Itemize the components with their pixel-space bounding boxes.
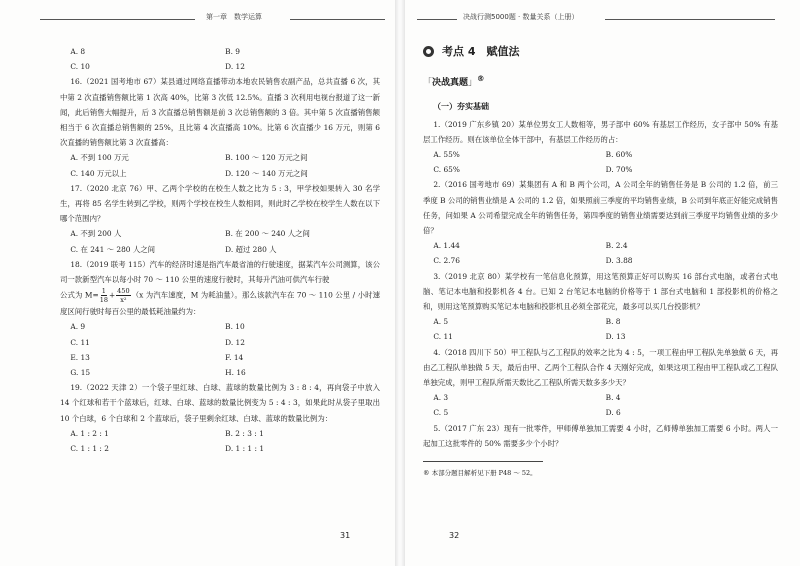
fraction-one	[100, 287, 108, 304]
option-choice: B. 8	[605, 317, 621, 327]
tag-mark: ®	[477, 74, 485, 84]
option-choice: D. 120 ～ 140 万元之间	[225, 168, 308, 178]
right-header-title: 决战行测5000题 · 数量关系（上册）	[463, 13, 579, 21]
option-choice: G. 15	[70, 368, 91, 378]
option-choice: B. 9	[225, 47, 241, 56]
formula-before: 公式为 M=	[60, 290, 99, 300]
option-choice: C. 5	[433, 408, 449, 418]
fraction-denominator: 18	[99, 296, 108, 305]
option-choice: A. 8	[70, 47, 86, 56]
option-choice: C. 在 241 ～ 280 人之间	[70, 244, 156, 254]
fraction-denominator: x²	[120, 296, 127, 305]
option-row	[60, 335, 380, 350]
section-heading	[423, 44, 778, 59]
question-text: 17.（2020 北京 76）甲、乙两个学校的在校生人数之比为 5 : 3，甲学校如果转入 30 名学生，再将 85 名学生转到乙学校，则两个学校在校生人数相同，则此时乙学校在校学生人数在以下哪个范围内？	[60, 183, 380, 224]
right-page-number: 32	[449, 531, 460, 540]
option-choice: B. 100 ～ 120 万元之间	[225, 153, 308, 163]
option-row	[60, 59, 380, 74]
right-page	[405, 0, 800, 566]
option-row	[423, 405, 778, 420]
fraction-two	[116, 287, 130, 304]
option-choice: C. 11	[70, 337, 90, 347]
option-row	[60, 166, 380, 181]
tag-text: 决战真题	[432, 78, 469, 89]
option-choice: B. 在 200 ～ 240 人之间	[225, 229, 310, 239]
question-text: 1.（2019 广东乡镇 20）某单位男女工人数相等，男子部中 60% 有基层工作经历，女子部中 50% 有基层工作经历。则在该单位全体干部中，有基层工作经历的占：	[423, 119, 778, 144]
formula-line	[60, 287, 380, 319]
option-row	[60, 426, 380, 441]
option-row	[423, 147, 778, 162]
question-text: 18.（2019 联考 115）汽车的经济时速是指汽车最省油的行驶速度，据某汽车公司测算，该公司一款新型汽车以每小时 70 ～ 110 公里的速度行驶时，其每升汽油可供汽车行驶	[60, 259, 380, 285]
section-title: 考点 4 赋值法	[442, 45, 520, 58]
right-items	[423, 117, 778, 451]
option-row	[423, 162, 778, 177]
option-choice: H. 16	[225, 368, 246, 378]
option-choice: C. 65%	[433, 165, 460, 175]
option-row	[60, 44, 380, 59]
option-choice: D. 12	[225, 337, 245, 347]
option-choice: A. 不到 100 万元	[70, 153, 129, 163]
option-choice: B. 2.4	[605, 241, 628, 251]
option-choice: A. 9	[70, 322, 86, 332]
question-text: 5.（2017 广东 23）现有一批零件，甲师傅单独加工需要 4 小时，乙师傅单独加工需要 6 小时。两人一起加工这批零件的 50% 需要多少个小时？	[423, 423, 778, 448]
left-page-number: 31	[340, 531, 351, 540]
left-content	[60, 44, 380, 456]
option-row	[60, 350, 380, 365]
option-choice: D. 70%	[605, 165, 633, 175]
left-page	[0, 0, 395, 566]
option-choice: D. 13	[605, 332, 626, 342]
option-choice: A. 1.44	[433, 241, 460, 251]
book-spine	[395, 0, 405, 566]
option-choice: D. 3.88	[605, 256, 633, 266]
question-text: 4.（2018 四川下 50）甲工程队与乙工程队的效率之比为 4 : 5，一项工程由甲工程队先单独做 6 天，再由乙工程队单独做 5 天，最后由甲、乙两个工程队合作 4 天刚好完成，如果这项工程由甲工程队或乙工程队单独完成，则甲工程队所需天数比乙工程队所需天数多多少天？	[423, 347, 778, 388]
option-choice: C. 10	[70, 62, 90, 72]
header-rule-left-b	[290, 19, 385, 20]
option-choice: A. 5	[433, 317, 449, 327]
fraction-numerator: 450	[117, 287, 130, 296]
option-choice: D. 1 : 1 : 1	[225, 444, 265, 454]
option-choice: C. 2.76	[433, 256, 460, 266]
header-rule-right-b	[605, 19, 775, 20]
header-rule-right-a	[417, 19, 457, 20]
question-text: 3.（2019 北京 80）某学校有一笔信息化预算，用这笔预算正好可以购买 16 部台式电脑，或者台式电脑、笔记本电脑和投影机各 4 台。已知 2 台笔记本电脑的价格等于 1 部台式电脑和 1 部投影机的价格之和，则用这笔预算购买笔记本电脑和投影机且必须全部花完，最多可以买几台投影机？	[423, 271, 778, 312]
subhead: （一）夯实基础	[433, 102, 489, 112]
option-choice: D. 6	[605, 408, 621, 418]
option-choice: B. 10	[225, 322, 245, 332]
question-text: 19.（2022 天津 2）一个袋子里红球、白球、蓝球的数量比例为 3 : 8 : 4，再向袋子中放入 14 个红球和若干个蓝球后，红球、白球、蓝球的数量比例变为 5 : 4 : 3，如果此时从袋子里取出 10 个白球，6 个白球和 2 个蓝球后，袋子里剩余红球、白球、蓝球的数量比例为：	[60, 383, 380, 423]
question-text: 2.（2016 国考地市 69）某集团有 A 和 B 两个公司，A 公司全年的销售任务是 B 公司的 1.2 倍，前三季度 B 公司的销售业绩是 A 公司的 1.2 倍，如果照前三季度的平均销售业绩，B 公司到年底正好能完成销售任务，问如果 A 公司希望完成全年的销售任务，第四季度的销售业绩需要达到前三季度平均销售业绩的多少倍？	[423, 180, 778, 236]
option-choice: C. 11	[433, 332, 453, 342]
option-choice: E. 13	[70, 352, 90, 362]
footnote: ® 本部分题目解析见下册 P48 ～ 52。	[423, 469, 537, 478]
option-row	[423, 314, 778, 329]
footnote-rule	[423, 461, 543, 462]
question-text: 16.（2021 国考地市 67）某县通过网络直播带动本地农民销售农副产品，总共直播 6 次，其中第 2 次直播销售额比第 1 次高 40%，比第 3 次低 12.5%。直播 3 次利用电视台报道了这一新闻，此后销售大幅提升，后 3 次直播总销售额是前 3 次总销售额的 3 倍。其中第 5 次直播销售额相当于 6 次直播总销售额的 25%，且比第 4 次直播高 10%。比第 6 次直播少 16 万元，则第 6 次直播的销售额比第 3 次直播高：	[60, 77, 380, 148]
option-row	[60, 319, 380, 334]
option-choice: C. 140 万元以上	[70, 168, 127, 178]
option-row	[423, 329, 778, 344]
option-choice: B. 2 : 3 : 1	[225, 428, 264, 438]
left-header-chapter: 第一章 数学运算	[206, 13, 262, 21]
fraction-numerator: 1	[101, 287, 106, 296]
option-choice: A. 3	[433, 393, 449, 403]
option-choice: D. 12	[225, 62, 245, 72]
option-row	[60, 365, 380, 380]
tag-label: 「决战真题」®	[423, 74, 485, 89]
formula-after: （x 为汽车速度，M 为耗油量）。那么该款汽车在 70 ～ 110 公里 / 小时速度区间行驶时每百公里的最低耗油量约为：	[60, 290, 380, 317]
option-row	[60, 226, 380, 241]
header-rule-left-a	[40, 19, 195, 20]
option-row	[60, 441, 380, 456]
formula-plus: +	[108, 290, 116, 300]
option-row	[423, 238, 778, 253]
option-choice: D. 超过 280 人	[225, 244, 277, 254]
option-row	[60, 242, 380, 257]
option-choice: A. 55%	[433, 150, 460, 160]
option-choice: A. 不到 200 人	[70, 229, 122, 239]
right-content	[423, 44, 778, 481]
section-bullet-icon	[423, 46, 434, 57]
option-choice: B. 4	[605, 393, 621, 403]
option-choice: C. 1 : 1 : 2	[70, 444, 109, 454]
option-choice: F. 14	[225, 352, 244, 362]
option-row	[60, 150, 380, 165]
option-choice: A. 1 : 2 : 1	[70, 428, 109, 438]
option-choice: B. 60%	[605, 150, 633, 160]
option-row	[423, 390, 778, 405]
option-row	[423, 253, 778, 268]
